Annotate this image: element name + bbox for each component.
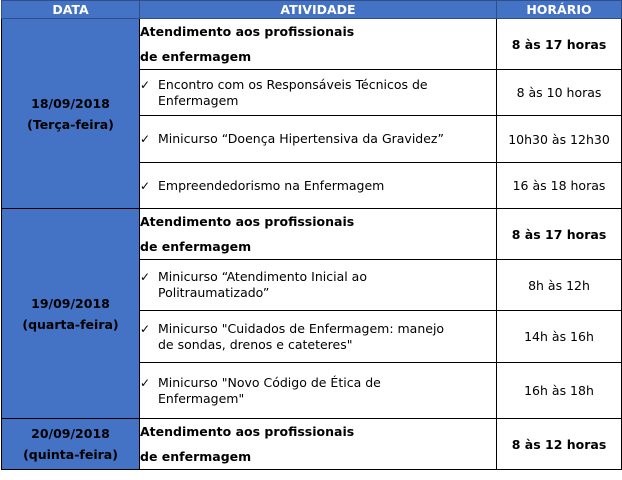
activity-cell (140, 163, 497, 209)
main-activity-line: de enfermagem (140, 49, 252, 64)
date-text: 18/09/2018 (31, 95, 110, 111)
checkmark-icon: ✓ (140, 77, 151, 92)
checkmark-icon: ✓ (140, 178, 151, 193)
checkmark-icon: ✓ (140, 132, 151, 146)
date-cell (2, 419, 140, 470)
activity-line: Minicurso "Novo Código de Ética de (158, 374, 381, 390)
date-cell (2, 19, 140, 209)
header-date: DATA (2, 1, 140, 19)
time-cell: 8h às 12h (497, 260, 622, 311)
activity-line: Politraumatizado” (158, 285, 270, 300)
checkmark-icon: ✓ (140, 375, 151, 390)
activity-line: Encontro com os Responsáveis Técnicos de (158, 76, 428, 92)
activity-line: Empreendedorismo na Enfermagem (158, 177, 385, 193)
main-activity-line: Atendimento aos profissionais (140, 214, 355, 229)
header-row (2, 1, 622, 19)
time-cell: 10h30 às 12h30 (497, 116, 622, 163)
activity-cell (140, 260, 497, 311)
weekday-text: (quinta-feira) (23, 447, 118, 462)
main-activity-line: de enfermagem (140, 449, 252, 464)
main-activity-cell (140, 419, 497, 470)
date-cell (2, 209, 140, 419)
activity-line: Minicurso “Atendimento Inicial ao (158, 269, 367, 284)
time-cell: 8 às 17 horas (497, 19, 622, 70)
checkmark-icon: ✓ (140, 270, 151, 284)
activity-line: de sondas, drenos e cateteres" (158, 336, 353, 352)
schedule-table (1, 0, 622, 470)
table-row (2, 419, 622, 470)
time-cell: 8 às 17 horas (497, 209, 622, 260)
main-activity-line: Atendimento aos profissionais (140, 424, 355, 439)
main-activity-cell (140, 209, 497, 260)
activity-line: Enfermagem" (158, 390, 245, 406)
time-cell: 16h às 18h (497, 363, 622, 419)
header-activity: ATIVIDADE (140, 1, 497, 19)
time-cell: 16 às 18 horas (497, 163, 622, 209)
table-row (2, 209, 622, 260)
date-text: 20/09/2018 (31, 426, 110, 441)
weekday-text: (quarta-feira) (22, 316, 119, 332)
header-time: HORÁRIO (497, 1, 622, 19)
activity-cell (140, 116, 497, 163)
main-activity-cell (140, 19, 497, 70)
activity-line: Minicurso "Cuidados de Enfermagem: manejo (158, 320, 445, 336)
date-text: 19/09/2018 (31, 295, 110, 311)
activity-line: Enfermagem (158, 92, 239, 108)
time-cell: 8 às 12 horas (497, 419, 622, 470)
time-cell: 14h às 16h (497, 311, 622, 363)
main-activity-line: de enfermagem (140, 239, 252, 254)
activity-cell (140, 311, 497, 363)
time-cell: 8 às 10 horas (497, 70, 622, 116)
activity-line: Minicurso “Doença Hipertensiva da Gravidez” (158, 131, 444, 146)
checkmark-icon: ✓ (140, 321, 151, 336)
main-activity-line: Atendimento aos profissionais (140, 24, 355, 39)
weekday-text: (Terça-feira) (27, 116, 114, 132)
activity-cell (140, 70, 497, 116)
activity-cell (140, 363, 497, 419)
table-row (2, 19, 622, 70)
